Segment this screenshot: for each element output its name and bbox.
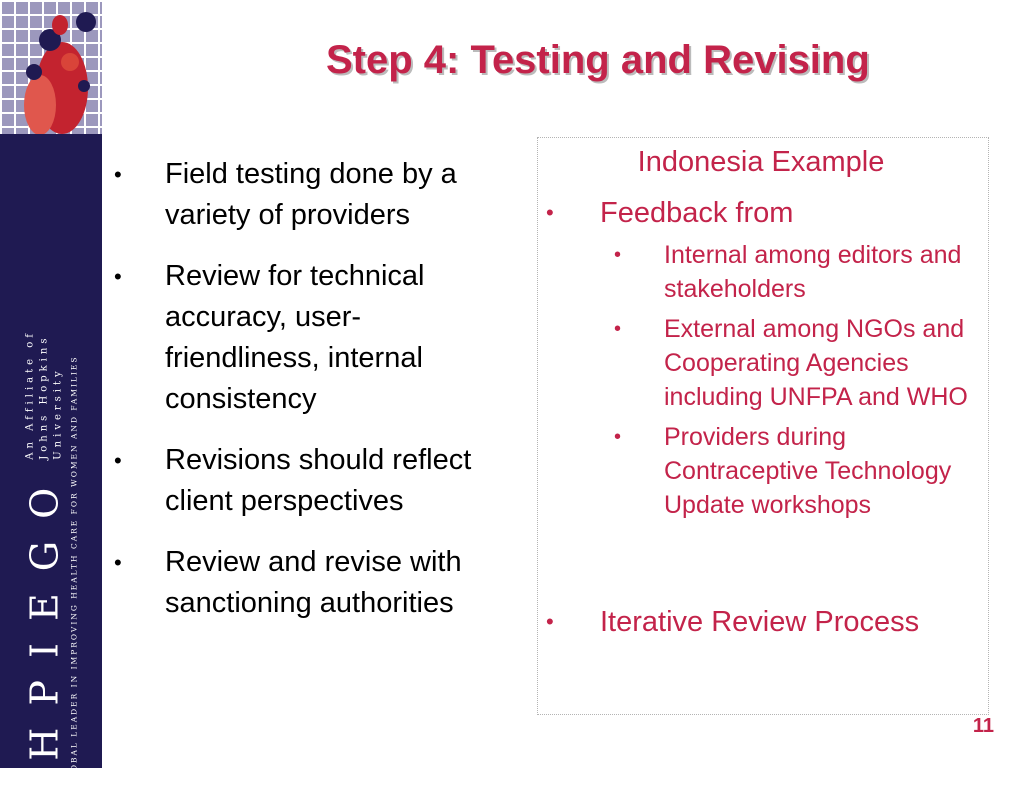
slide-title: Step 4: Testing and Revising — [326, 38, 870, 82]
example-box — [537, 137, 989, 715]
left-bullet-text: Review and revise with sanctioning authorities — [165, 546, 462, 619]
example-heading: Indonesia Example — [637, 146, 885, 178]
bullet-icon: • — [114, 550, 122, 575]
brand-name: JHPIEGO — [22, 465, 67, 798]
left-bullet-item — [112, 154, 492, 236]
jhpiego-logo-art — [0, 0, 102, 134]
bullet-icon: • — [614, 426, 622, 448]
sub-bullet-item — [600, 312, 984, 414]
brand-sidebar — [0, 134, 102, 798]
slide-number: 11 — [972, 715, 994, 737]
sub-bullet-item — [600, 238, 984, 306]
left-bullet-text: Field testing done by a variety of providers — [165, 158, 457, 231]
left-bullet-item — [112, 542, 492, 624]
people-figures-icon — [0, 0, 102, 134]
left-bullet-item — [112, 256, 492, 420]
bullet-icon: • — [546, 200, 554, 225]
affiliation-line-2: Johns Hopkins — [38, 334, 50, 460]
bullet-icon: • — [114, 448, 122, 473]
brand-affiliation — [24, 330, 66, 460]
left-bullet-item — [112, 440, 492, 522]
bullet-icon: • — [614, 318, 622, 340]
bullet-icon: • — [114, 264, 122, 289]
left-bullet-text: Review for technical accuracy, user-friendliness, internal consistency — [165, 260, 425, 415]
feedback-list — [546, 196, 984, 528]
feedback-bullet-item — [546, 196, 984, 522]
sub-bullet-text: Internal among editors and stakeholders — [664, 241, 962, 303]
left-bullet-list — [112, 154, 492, 644]
iterative-list — [546, 605, 919, 639]
bullet-icon: • — [614, 244, 622, 266]
iterative-bullet-item — [546, 605, 919, 639]
feedback-sub-list — [600, 238, 984, 522]
brand-vertical-text — [24, 330, 79, 798]
sub-bullet-text: Providers during Contraceptive Technology Update workshops — [664, 423, 952, 519]
affiliation-line-3: University — [52, 367, 64, 460]
bullet-icon: • — [114, 162, 122, 187]
sub-bullet-item — [600, 420, 984, 522]
sub-bullet-text: External among NGOs and Cooperating Agencies including UNFPA and WHO — [664, 315, 968, 411]
left-bullet-text: Revisions should reflect client perspectives — [165, 444, 472, 517]
affiliation-line-1: An Affiliate of — [24, 330, 36, 460]
iterative-label: Iterative Review Process — [600, 606, 920, 638]
brand-tagline: A GLOBAL LEADER IN IMPROVING HEALTH CARE FOR WOMEN AND FAMILIES — [69, 355, 79, 798]
feedback-label: Feedback from — [600, 197, 794, 229]
bullet-icon: • — [546, 609, 554, 634]
